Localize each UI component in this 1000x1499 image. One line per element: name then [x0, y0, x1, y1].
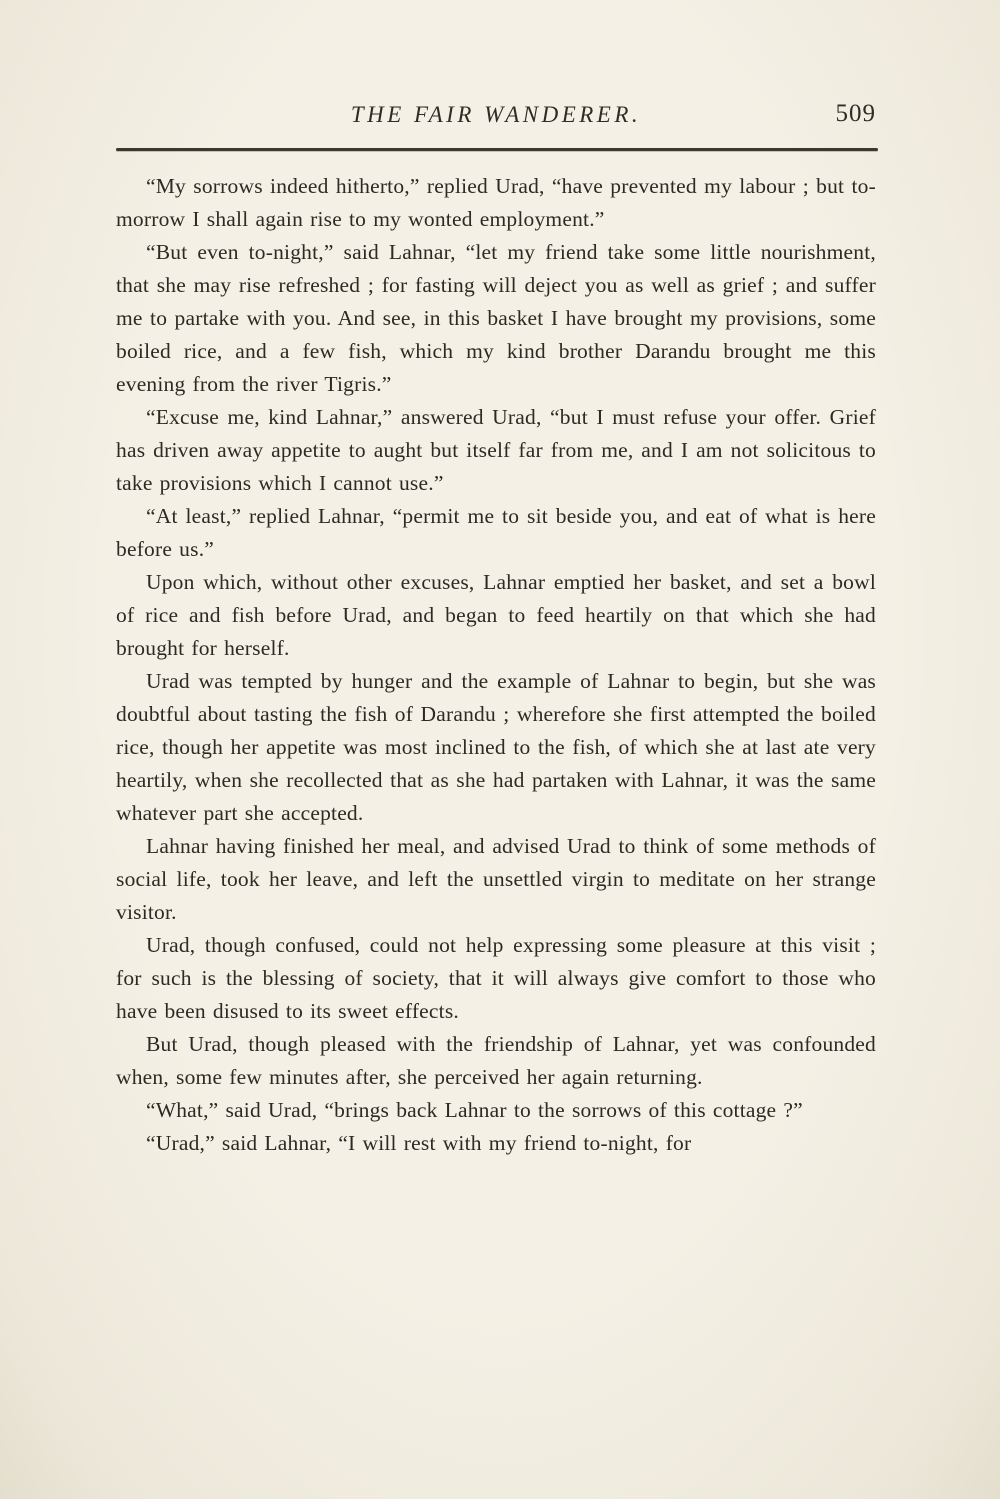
- page-number: 509: [835, 100, 876, 127]
- paragraph: “But even to-night,” said Lahnar, “let my friend take some little nourishment, that she may rise refreshed ; for fasting will deject you as well as grief ; and suffer me to partake with you. And see, in this basket I have brought my provisions, some boiled rice, and a few fish, which my kind brother Darandu brought me this evening from the river Tigris.”: [116, 240, 876, 396]
- paragraph: Urad was tempted by hunger and the example of Lahnar to begin, but she was doubtful about tasting the fish of Darandu ; wherefore she first attempted the boiled rice, though her appetite was most inclined to the fish, of which she at last ate very heartily, when she recollected that as she had partaken with Lahnar, it was the same whatever part she accepted.: [116, 669, 876, 825]
- paragraph: “At least,” replied Lahnar, “permit me to sit beside you, and eat of what is here before us.”: [116, 504, 876, 561]
- running-title: THE FAIR WANDERER.: [350, 102, 642, 127]
- paragraph: Urad, though confused, could not help expressing some pleasure at this visit ; for such is the blessing of society, that it will always give comfort to those who have been disused to its sweet effects.: [116, 933, 876, 1023]
- page-header: [116, 102, 876, 138]
- paragraph: “Urad,” said Lahnar, “I will rest with my friend to-night, for: [146, 1131, 692, 1155]
- paragraph: “What,” said Urad, “brings back Lahnar to the sorrows of this cottage ?”: [146, 1098, 803, 1122]
- paragraph: Lahnar having finished her meal, and advised Urad to think of some methods of social life, took her leave, and left the unsettled virgin to meditate on her strange visitor.: [116, 834, 876, 924]
- header-rule: [116, 148, 878, 151]
- paragraph: “Excuse me, kind Lahnar,” answered Urad, “but I must refuse your offer. Grief has driven away appetite to aught but itself far from me, and I am not solicitous to take provisions which I cannot use.”: [116, 405, 876, 495]
- page-body: [116, 170, 876, 1160]
- paragraph: But Urad, though pleased with the friendship of Lahnar, yet was confounded when, some few minutes after, she perceived her again returning.: [116, 1032, 876, 1089]
- paragraph: “My sorrows indeed hitherto,” replied Urad, “have prevented my labour ; but to-morrow I shall again rise to my wonted employment.”: [116, 174, 876, 231]
- paragraph: Upon which, without other excuses, Lahnar emptied her basket, and set a bowl of rice and fish before Urad, and began to feed heartily on that which she had brought for herself.: [116, 570, 876, 660]
